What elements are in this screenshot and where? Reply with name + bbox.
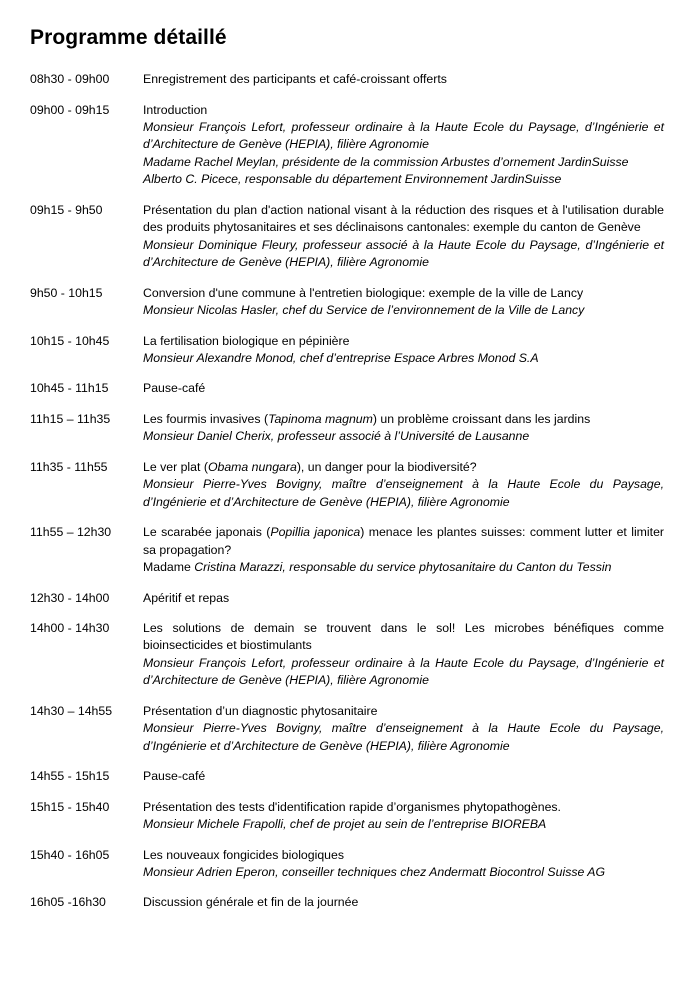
session-entry bbox=[143, 703, 666, 755]
species-name: Obama nungara bbox=[207, 459, 297, 474]
session-entry bbox=[143, 102, 666, 189]
session-title bbox=[143, 524, 664, 559]
session-entry bbox=[143, 847, 666, 882]
session-time: 09h15 - 9h50 bbox=[30, 202, 103, 217]
session-speaker: Monsieur Pierre-Yves Bovigny, maître d’enseignement à la Haute Ecole du Paysage, d’Ingénierie et d’Architecture de Genève (HEPIA), filière Agronomie bbox=[143, 477, 664, 509]
session-speaker bbox=[143, 559, 664, 576]
session-title bbox=[143, 411, 664, 428]
session-speaker: Madame Rachel Meylan, présidente de la commission Arbustes d’ornement JardinSuisse bbox=[143, 154, 629, 169]
session-title-post: ) menace les plantes suisses: comment lutter et limiter sa propagation? bbox=[143, 525, 665, 557]
schedule-row bbox=[30, 333, 666, 368]
schedule-row bbox=[30, 799, 666, 834]
session-speaker: Alberto C. Picece, responsable du département Environnement JardinSuisse bbox=[143, 172, 562, 187]
session-title: Présentation d’un diagnostic phytosanitaire bbox=[143, 703, 378, 718]
schedule-list bbox=[30, 71, 666, 912]
session-title: Pause-café bbox=[143, 769, 206, 784]
session-title: Introduction bbox=[143, 102, 208, 117]
session-time: 10h15 - 10h45 bbox=[30, 333, 110, 348]
session-title-pre: Le scarabée japonais ( bbox=[143, 525, 271, 540]
session-title-pre: Les fourmis invasives ( bbox=[143, 411, 269, 426]
session-time: 15h40 - 16h05 bbox=[30, 847, 110, 862]
session-time: 11h55 – 12h30 bbox=[30, 525, 112, 540]
session-entry bbox=[143, 459, 666, 511]
session-entry bbox=[143, 590, 666, 607]
schedule-row bbox=[30, 847, 666, 882]
schedule-row bbox=[30, 590, 666, 607]
schedule-row bbox=[30, 71, 666, 88]
session-title: Présentation du plan d'action national visant à la réduction des risques et à l'utilisation durable des produits phytosanitaires et ses déclinaisons cantonales: exemple du canton de Genève bbox=[143, 202, 664, 235]
session-title: Les solutions de demain se trouvent dans le sol! Les microbes bénéfiques comme bioinsecticides et biostimulants bbox=[143, 620, 664, 653]
session-entry bbox=[143, 333, 666, 368]
session-speaker: Monsieur Adrien Eperon, conseiller techniques chez Andermatt Biocontrol Suisse AG bbox=[143, 864, 606, 879]
schedule-row bbox=[30, 768, 666, 785]
session-entry bbox=[143, 894, 666, 911]
session-speaker: Monsieur Michele Frapolli, chef de projet au sein de l’entreprise BIOREBA bbox=[143, 817, 547, 832]
session-entry bbox=[143, 71, 666, 88]
session-speaker: Monsieur Daniel Cherix, professeur associé à l’Université de Lausanne bbox=[143, 429, 530, 444]
session-time: 08h30 - 09h00 bbox=[30, 72, 110, 87]
session-time: 14h55 - 15h15 bbox=[30, 769, 110, 784]
session-title: Pause-café bbox=[143, 381, 206, 396]
session-title: La fertilisation biologique en pépinière bbox=[143, 333, 350, 348]
session-title: Conversion d'une commune à l'entretien biologique: exemple de la ville de Lancy bbox=[143, 285, 584, 300]
session-entry bbox=[143, 285, 666, 320]
schedule-row bbox=[30, 620, 666, 690]
session-title-post: ), un danger pour la biodiversité? bbox=[296, 459, 477, 474]
session-title-post: ) un problème croissant dans les jardins bbox=[372, 411, 591, 426]
schedule-row bbox=[30, 894, 666, 911]
session-time: 10h45 - 11h15 bbox=[30, 381, 109, 396]
schedule-row bbox=[30, 285, 666, 320]
session-title: Discussion générale et fin de la journée bbox=[143, 895, 359, 910]
schedule-row bbox=[30, 411, 666, 446]
session-speaker: Monsieur Nicolas Hasler, chef du Service de l’environnement de la Ville de Lancy bbox=[143, 303, 585, 318]
session-time: 16h05 -16h30 bbox=[30, 895, 106, 910]
session-title: Présentation des tests d'identification rapide d’organismes phytopathogènes. bbox=[143, 799, 561, 814]
session-time: 12h30 - 14h00 bbox=[30, 590, 110, 605]
session-time: 09h00 - 09h15 bbox=[30, 102, 110, 117]
species-name: Popillia japonica bbox=[270, 525, 361, 540]
session-speaker: Monsieur François Lefort, professeur ordinaire à la Haute Ecole du Paysage, d’Ingénierie et d’Architecture de Genève (HEPIA), filière Agronomie bbox=[143, 655, 664, 688]
session-speaker: Monsieur Alexandre Monod, chef d’entreprise Espace Arbres Monod S.A bbox=[143, 350, 539, 365]
session-entry bbox=[143, 768, 666, 785]
session-time: 14h00 - 14h30 bbox=[30, 620, 110, 635]
speaker-name: Cristina Marazzi, responsable du service phytosanitaire du Canton du Tessin bbox=[194, 560, 612, 575]
session-time: 15h15 - 15h40 bbox=[30, 799, 110, 814]
session-time: 11h35 - 11h55 bbox=[30, 459, 108, 474]
session-entry bbox=[143, 620, 666, 690]
schedule-row bbox=[30, 459, 666, 511]
speaker-title-prefix: Madame bbox=[143, 560, 195, 575]
session-title: Les nouveaux fongicides biologiques bbox=[143, 847, 344, 862]
session-entry bbox=[143, 380, 666, 397]
schedule-row bbox=[30, 380, 666, 397]
schedule-row bbox=[30, 524, 666, 576]
species-name: Tapinoma magnum bbox=[268, 411, 373, 426]
session-title-pre: Le ver plat ( bbox=[143, 459, 208, 474]
session-time: 14h30 – 14h55 bbox=[30, 703, 113, 718]
session-speaker: Monsieur Pierre-Yves Bovigny, maître d’enseignement à la Haute Ecole du Paysage, d’Ingénierie et d’Architecture de Genève (HEPIA), filière Agronomie bbox=[143, 721, 664, 753]
session-entry bbox=[143, 202, 666, 272]
session-entry bbox=[143, 799, 666, 834]
schedule-row bbox=[30, 703, 666, 755]
page-title: Programme détaillé bbox=[30, 26, 227, 49]
schedule-row bbox=[30, 102, 666, 189]
session-title: Apéritif et repas bbox=[143, 590, 230, 605]
schedule-row bbox=[30, 202, 666, 272]
session-title bbox=[143, 459, 664, 476]
session-speaker: Monsieur François Lefort, professeur ordinaire à la Haute Ecole du Paysage, d’Ingénierie et d’Architecture de Genève (HEPIA), filière Agronomie bbox=[143, 120, 664, 152]
session-time: 9h50 - 10h15 bbox=[30, 285, 103, 300]
session-title: Enregistrement des participants et café-croissant offerts bbox=[143, 72, 447, 87]
session-speaker: Monsieur Dominique Fleury, professeur associé à la Haute Ecole du Paysage, d’Ingénierie et d’Architecture de Genève (HEPIA), filière Agronomie bbox=[143, 237, 664, 270]
session-time: 11h15 – 11h35 bbox=[30, 411, 111, 426]
session-entry bbox=[143, 524, 666, 576]
session-entry bbox=[143, 411, 666, 446]
